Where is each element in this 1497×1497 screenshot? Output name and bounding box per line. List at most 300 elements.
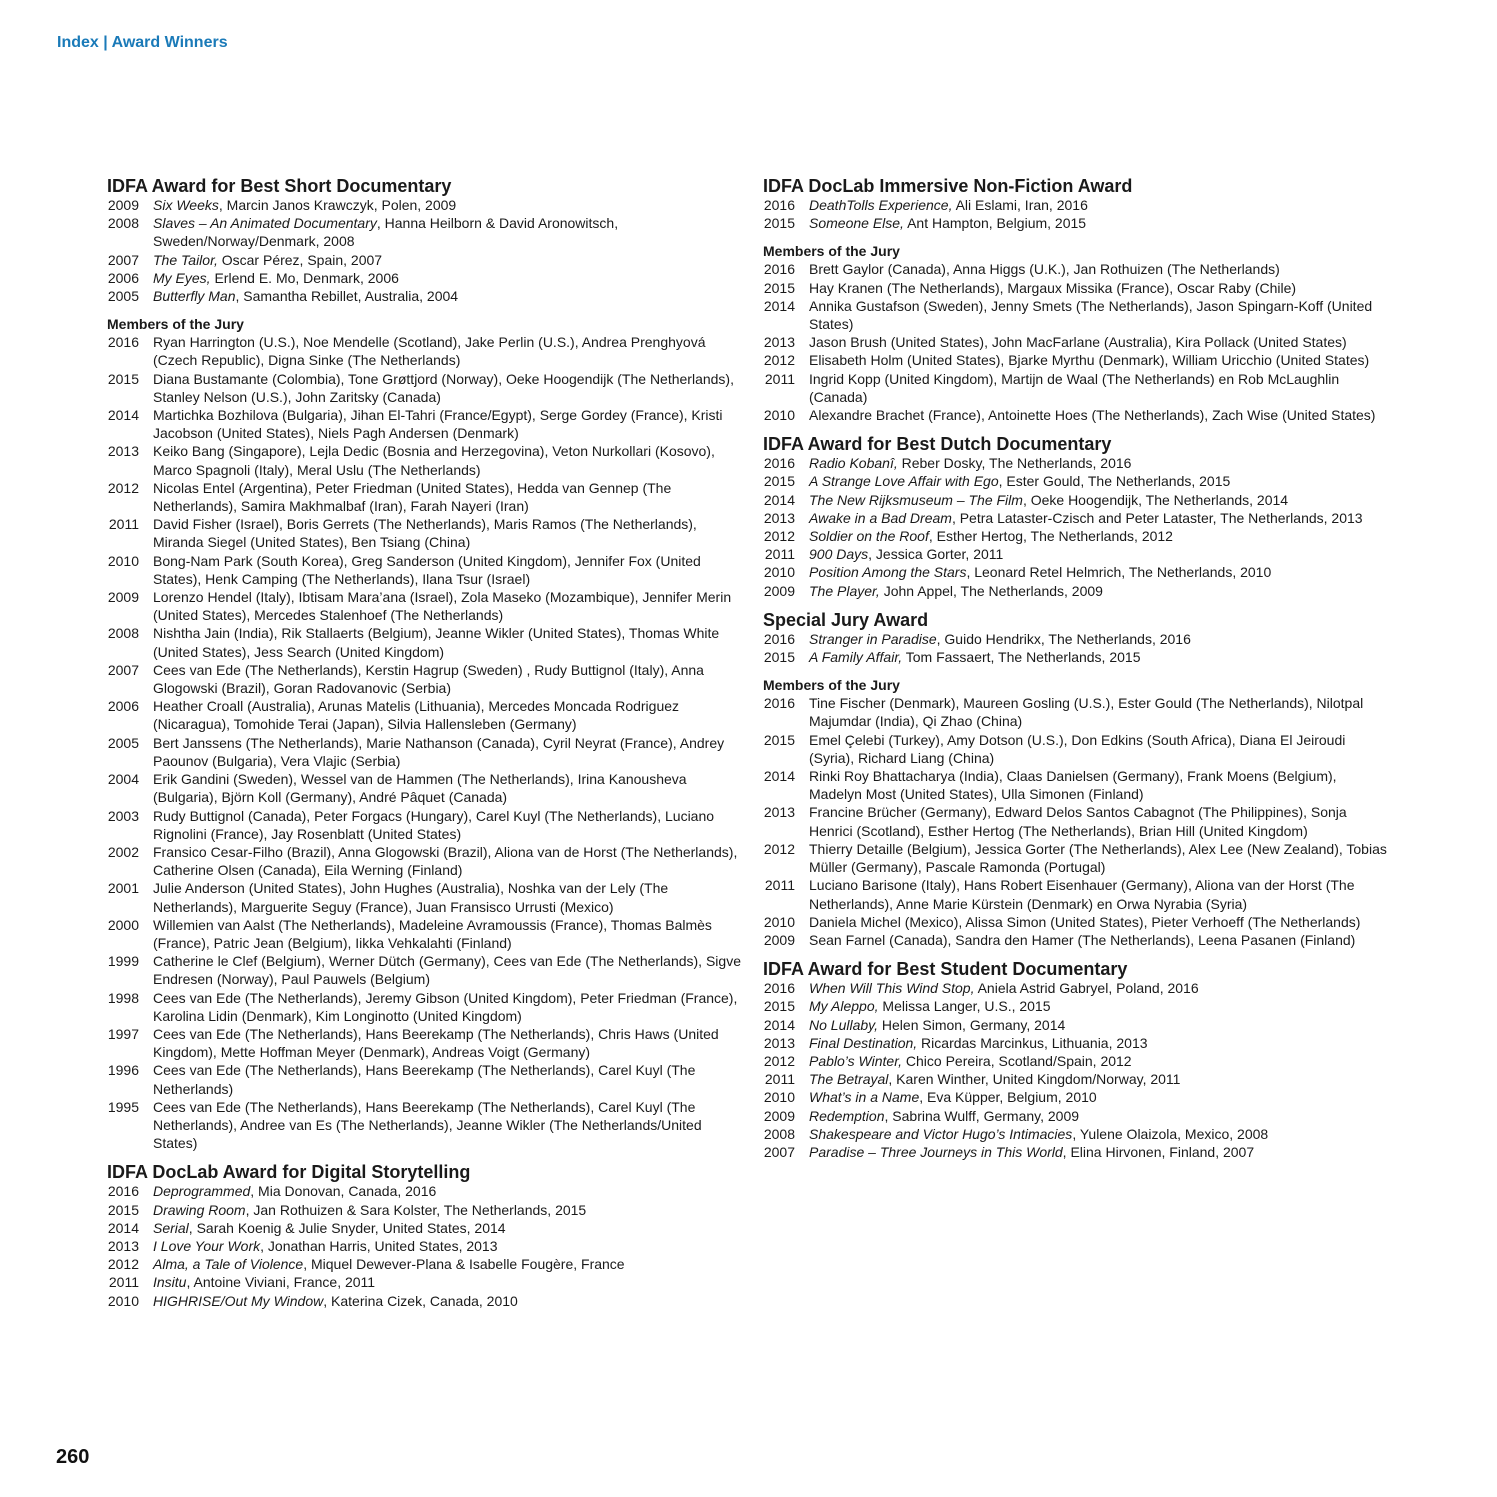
film-title: DeathTolls Experience,	[809, 197, 953, 213]
entry-details: Daniela Michel (Mexico), Alissa Simon (United States), Pieter Verhoeff (The Netherlands)	[809, 913, 1361, 930]
entry-details: , Hanna Heilborn & David Aronowitsch, Sweden/Norway/Denmark, 2008	[153, 215, 619, 250]
entry-text	[153, 515, 747, 551]
list-item	[763, 979, 1388, 997]
entry-year: 2006	[107, 698, 139, 715]
list-item	[107, 515, 747, 551]
entry-text	[153, 1237, 747, 1255]
entry-details: Bong-Nam Park (South Korea), Greg Sanderson (United Kingdom), Jennifer Fox (United States), Henk Camping (The Netherlands), Ilana Tsur (Israel)	[153, 552, 701, 587]
list-item	[107, 269, 747, 287]
entry-year: 2011	[108, 516, 139, 533]
film-title: Redemption	[809, 1107, 885, 1124]
film-title: Paradise – Three Journeys in This World	[809, 1143, 1063, 1160]
entry-details: Nishtha Jain (India), Rik Stallaerts (Belgium), Jeanne Wikler (United States), Thomas White (United States), Jess Search (United Kingdom)	[153, 625, 720, 660]
entry-text	[809, 472, 1388, 490]
film-title: Serial	[153, 1219, 189, 1236]
entry-year: 2014	[107, 1219, 139, 1236]
entry-details: Francine Brücher (Germany), Edward Delos Santos Cabagnot (The Philippines), Sonja Henrici (Scotland), Esther Hertog (The Netherlands), Brian Hill (United Kingdom)	[809, 804, 1347, 839]
entry-text	[809, 876, 1388, 912]
section-title: IDFA DocLab Award for Digital Storytelling	[107, 1162, 471, 1183]
entry-year: 2010	[763, 913, 795, 930]
entry-year: 2016	[763, 197, 795, 213]
entry-details: Oscar Pérez, Spain, 2007	[217, 251, 383, 268]
list-item	[763, 406, 1388, 424]
entry-year: 2011	[764, 546, 795, 563]
award-section	[107, 315, 747, 1152]
entry-details: David Fisher (Israel), Boris Gerrets (The Netherlands), Maris Ramos (The Netherlands), Miranda Siegel (United States), Ben Tsiang (China)	[153, 516, 697, 551]
entry-details: Cees van Ede (The Netherlands), Kerstin Hagrup (Sweden) , Rudy Buttignol (Italy), Anna Glogowski (Brazil), Goran Radovanovic (Serbia)	[153, 661, 704, 697]
entry-text	[809, 1016, 1388, 1034]
entry-text	[809, 279, 1388, 297]
entry-details: Annika Gustafson (Sweden), Jenny Smets (The Netherlands), Jason Spingarn-Koff (United States)	[809, 297, 1373, 333]
list-item	[763, 648, 1388, 666]
list-item	[763, 279, 1388, 297]
entry-details: Emel Çelebi (Turkey), Amy Dotson (U.S.), Don Edkins (South Africa), Diana El Jeiroudi (Syria), Richard Liang (China)	[809, 731, 1346, 766]
film-title: The New Rijksmuseum – The Film	[809, 491, 1023, 508]
list-item	[107, 370, 747, 406]
list-item	[107, 442, 747, 478]
entry-text	[809, 694, 1388, 730]
list-item	[763, 1088, 1388, 1106]
entry-details: , Oeke Hoogendijk, The Netherlands, 2014	[1022, 491, 1289, 508]
list-item	[107, 807, 747, 843]
entry-year: 2003	[107, 807, 139, 824]
entry-text	[153, 370, 747, 406]
entry-year: 2007	[107, 251, 139, 268]
entry-year: 2008	[763, 1125, 795, 1142]
entry-details: Fransico Cesar-Filho (Brazil), Anna Glogowski (Brazil), Aliona van de Horst (The Netherlands), Catherine Olsen (Canada), Eila Werning (Finland)	[153, 843, 738, 879]
list-item	[763, 527, 1388, 545]
list-item	[763, 563, 1388, 581]
list-item	[107, 588, 747, 624]
entry-text	[809, 509, 1388, 527]
film-title: Slaves – An Animated Documentary	[153, 215, 377, 232]
entry-text	[153, 807, 747, 843]
film-title: Drawing Room	[153, 1201, 246, 1218]
film-title: Deprogrammed	[153, 1183, 251, 1200]
entry-details: , Antoine Viviani, France, 2011	[186, 1274, 376, 1291]
entry-details: Erik Gandini (Sweden), Wessel van de Hammen (The Netherlands), Irina Kanousheva (Bulgaria), Björn Koll (Germany), André Pâquet (Canada)	[153, 771, 687, 806]
entry-text	[153, 1098, 747, 1153]
entry-details: Keiko Bang (Singapore), Lejla Dedic (Bosnia and Herzegovina), Veton Nurkollari (Kosovo), Marco Spagnoli (Italy), Meral Uslu (The Netherlands)	[153, 443, 715, 478]
entry-details: Ingrid Kopp (United Kingdom), Martijn de Waal (The Netherlands) en Rob McLaughlin (Canada)	[809, 370, 1340, 405]
entry-details: , Marcin Janos Krawczyk, Polen, 2009	[218, 197, 457, 213]
entry-year: 2009	[763, 931, 795, 948]
list-item	[107, 952, 747, 988]
list-item	[763, 260, 1388, 278]
entry-year: 2008	[107, 215, 139, 232]
list-item	[107, 697, 747, 733]
film-title: Stranger in Paradise	[809, 630, 937, 647]
entry-text	[809, 1143, 1388, 1161]
entry-year: 2012	[763, 840, 795, 857]
list-item	[763, 1034, 1388, 1052]
entry-year: 2015	[763, 473, 795, 490]
entry-year: 2014	[107, 407, 139, 424]
entry-year: 2016	[763, 630, 795, 647]
list-item	[763, 454, 1388, 472]
entry-text	[153, 214, 747, 250]
award-section	[763, 959, 1388, 1161]
entry-year: 1997	[107, 1025, 139, 1042]
entry-text	[153, 734, 747, 770]
entry-details: Nicolas Entel (Argentina), Peter Friedman (United States), Hedda van Gennep (The Netherlands), Samira Makhmalbaf (Iran), Farah Nayeri (Iran)	[153, 479, 672, 515]
entry-text	[153, 251, 747, 269]
entry-details: , Jessica Gorter, 2011	[868, 546, 1004, 563]
list-item	[763, 509, 1388, 527]
entry-text	[809, 370, 1388, 406]
list-item	[763, 333, 1388, 351]
film-title: The Player,	[809, 582, 880, 599]
right-column	[763, 176, 1388, 1171]
entry-text	[809, 214, 1388, 232]
entry-text	[809, 767, 1388, 803]
entry-text	[153, 624, 747, 660]
entry-text	[153, 989, 747, 1025]
entry-text	[809, 351, 1388, 369]
entry-details: , Eva Küpper, Belgium, 2010	[919, 1089, 1097, 1106]
film-title: No Lullaby,	[809, 1016, 879, 1033]
entry-year: 2001	[107, 880, 139, 897]
entry-year: 2015	[763, 215, 795, 232]
entry-details: , Guido Hendrikx, The Netherlands, 2016	[936, 630, 1191, 647]
entry-year: 2015	[763, 998, 795, 1015]
entry-details: Willemien van Aalst (The Netherlands), Madeleine Avramoussis (France), Thomas Balmès (France), Patric Jean (Belgium), Iikka Vehkalahti (Finland)	[153, 916, 712, 951]
entry-text	[153, 1273, 747, 1291]
film-title: What’s in a Name	[809, 1089, 920, 1106]
list-item	[107, 843, 747, 879]
list-item	[107, 624, 747, 660]
entry-text	[153, 269, 747, 287]
list-item	[763, 876, 1388, 912]
entry-details: , Ester Gould, The Netherlands, 2015	[998, 473, 1231, 490]
list-item	[107, 406, 747, 442]
list-item	[763, 370, 1388, 406]
entry-year: 2010	[107, 552, 139, 569]
entry-year: 2010	[763, 407, 795, 424]
entry-year: 2011	[764, 877, 795, 894]
film-title: Insitu	[153, 1274, 187, 1291]
section-title: IDFA DocLab Immersive Non-Fiction Award	[763, 176, 1133, 196]
entry-year: 2016	[107, 1183, 139, 1200]
entry-details: Heather Croall (Australia), Arunas Matelis (Lithuania), Mercedes Moncada Rodriguez (Nicaragua), Tomohide Terai (Japan), Silvia Hallensleben (Germany)	[153, 698, 680, 733]
entry-details: Ricardas Marcinkus, Lithuania, 2013	[917, 1034, 1148, 1051]
entry-text	[809, 1125, 1388, 1143]
entry-details: Melissa Langer, U.S., 2015	[878, 998, 1051, 1015]
entry-text	[809, 979, 1388, 997]
entry-text	[153, 843, 747, 879]
entry-text	[809, 648, 1388, 666]
entry-year: 2009	[107, 197, 139, 213]
entry-year: 2010	[763, 1089, 795, 1106]
award-section	[107, 176, 747, 305]
list-item	[107, 1292, 747, 1310]
entry-text	[809, 545, 1388, 563]
entry-year: 2008	[107, 625, 139, 642]
entry-details: Alexandre Brachet (France), Antoinette Hoes (The Netherlands), Zach Wise (United States)	[809, 407, 1376, 424]
entry-details: Julie Anderson (United States), John Hughes (Australia), Noshka van der Lely (The Netherlands), Marguerite Seguy (France), Juan Fransisco Urrusti (Mexico)	[153, 880, 669, 915]
list-item	[763, 472, 1388, 490]
entry-details: , Leonard Retel Helmrich, The Netherlands, 2010	[966, 564, 1272, 581]
list-item	[763, 931, 1388, 949]
entry-details: John Appel, The Netherlands, 2009	[879, 582, 1103, 599]
list-item	[107, 989, 747, 1025]
entry-year: 2013	[763, 1034, 795, 1051]
entry-text	[153, 1255, 747, 1273]
list-item	[763, 214, 1388, 232]
list-item	[107, 734, 747, 770]
film-title: Pablo’s Winter,	[809, 1052, 902, 1069]
entry-text	[809, 731, 1388, 767]
entry-year: 2013	[763, 509, 795, 526]
entry-text	[153, 1219, 747, 1237]
film-title: Six Weeks	[153, 197, 219, 213]
entry-details: Ant Hampton, Belgium, 2015	[903, 215, 1087, 232]
list-item	[763, 840, 1388, 876]
entry-details: , Miquel Dewever-Plana & Isabelle Fougère, France	[303, 1256, 625, 1273]
list-item	[763, 997, 1388, 1015]
film-title: My Eyes,	[153, 269, 211, 286]
list-item	[107, 1182, 747, 1200]
list-item	[763, 767, 1388, 803]
entry-details: , Karen Winther, United Kingdom/Norway, 2011	[888, 1071, 1181, 1088]
film-title: HIGHRISE/Out My Window	[153, 1292, 324, 1309]
list-item	[107, 1098, 747, 1153]
entry-details: Chico Pereira, Scotland/Spain, 2012	[902, 1052, 1132, 1069]
entry-text	[809, 1107, 1388, 1125]
list-item	[107, 879, 747, 915]
list-item	[763, 582, 1388, 600]
film-title: Final Destination,	[809, 1034, 918, 1051]
list-item	[763, 491, 1388, 509]
entry-details: Cees van Ede (The Netherlands), Hans Beerekamp (The Netherlands), Chris Haws (United Kingdom), Mette Hoffman Meyer (Denmark), Andreas Voigt (Germany)	[153, 1025, 719, 1061]
entry-details: , Sabrina Wulff, Germany, 2009	[884, 1107, 1080, 1124]
entry-year: 2013	[107, 443, 139, 460]
entry-text	[809, 630, 1388, 648]
entry-text	[809, 260, 1388, 278]
list-item	[763, 913, 1388, 931]
entry-details: Lorenzo Hendel (Italy), Ibtisam Mara’ana (Israel), Zola Maseko (Mozambique), Jennifer Merin (United States), Mercedes Stalenhoef (The Netherlands)	[153, 589, 732, 624]
list-item	[107, 251, 747, 269]
film-title: Position Among the Stars	[809, 564, 967, 581]
jury-subtitle: Members of the Jury	[763, 677, 900, 694]
section-title: IDFA Award for Best Short Documentary	[107, 176, 452, 196]
entry-text	[153, 1025, 747, 1061]
list-item	[107, 661, 747, 697]
entry-year: 2010	[107, 1292, 139, 1309]
entry-year: 1998	[107, 989, 139, 1006]
entry-text	[809, 913, 1388, 931]
entry-text	[809, 582, 1388, 600]
award-section	[763, 676, 1388, 949]
entry-details: , Samantha Rebillet, Australia, 2004	[235, 288, 459, 305]
entry-text	[809, 1034, 1388, 1052]
entry-details: Cees van Ede (The Netherlands), Jeremy Gibson (United Kingdom), Peter Friedman (France), Karolina Lidin (Denmark), Kim Longinotto (United Kingdom)	[153, 989, 738, 1024]
entry-text	[153, 442, 747, 478]
entry-text	[153, 770, 747, 806]
entry-year: 2016	[763, 695, 795, 712]
entry-year: 2011	[108, 1274, 139, 1291]
entry-text	[153, 916, 747, 952]
entry-details: Rinki Roy Bhattacharya (India), Claas Danielsen (Germany), Frank Moens (Belgium), Madelyn Most (United States), Ulla Simonen (Finland)	[809, 768, 1337, 803]
film-title: Someone Else,	[809, 215, 904, 232]
entry-text	[809, 527, 1388, 545]
entry-year: 2000	[107, 916, 139, 933]
entry-text	[153, 661, 747, 697]
entry-details: , Petra Lataster-Czisch and Peter Lataster, The Netherlands, 2013	[951, 509, 1363, 526]
entry-details: Thierry Detaille (Belgium), Jessica Gorter (The Netherlands), Alex Lee (New Zealand), Tobias Müller (Germany), Pascale Ramonda (Portugal)	[809, 840, 1387, 876]
entry-text	[809, 491, 1388, 509]
list-item	[763, 196, 1388, 214]
page-header: Index | Award Winners	[57, 34, 228, 51]
entry-year: 2004	[107, 771, 139, 788]
entry-text	[153, 287, 747, 305]
entry-year: 2015	[763, 279, 795, 296]
list-item	[107, 287, 747, 305]
left-column	[107, 176, 747, 1320]
list-item	[763, 1143, 1388, 1161]
film-title: Shakespeare and Victor Hugo’s Intimacies	[809, 1125, 1073, 1142]
entry-details: Diana Bustamante (Colombia), Tone Grøttjord (Norway), Oeke Hoogendijk (The Netherlands), Stanley Nelson (U.S.), John Zaritsky (Canada)	[153, 370, 734, 405]
jury-subtitle: Members of the Jury	[107, 316, 244, 333]
entry-details: Helen Simon, Germany, 2014	[878, 1016, 1066, 1033]
list-item	[107, 770, 747, 806]
entry-text	[153, 406, 747, 442]
film-title: When Will This Wind Stop,	[809, 980, 975, 997]
entry-year: 2015	[763, 649, 795, 666]
entry-details: Jason Brush (United States), John MacFarlane (Australia), Kira Pollack (United States)	[809, 334, 1347, 351]
entry-details: Cees van Ede (The Netherlands), Hans Beerekamp (The Netherlands), Carel Kuyl (The Netherlands), Andree van Es (The Netherlands), Jeanne Wikler (The Netherlands/United States)	[153, 1098, 702, 1152]
film-title: The Tailor,	[153, 251, 218, 268]
entry-text	[809, 840, 1388, 876]
entry-details: , Jonathan Harris, United States, 2013	[260, 1237, 498, 1254]
list-item	[107, 333, 747, 369]
list-item	[763, 351, 1388, 369]
entry-year: 2014	[763, 1016, 795, 1033]
film-title: Butterfly Man	[153, 288, 236, 305]
entry-year: 2005	[107, 288, 139, 305]
entry-text	[809, 1088, 1388, 1106]
entry-text	[153, 879, 747, 915]
entry-year: 2009	[763, 1107, 795, 1124]
entry-details: Brett Gaylor (Canada), Anna Higgs (U.K.), Jan Rothuizen (The Netherlands)	[809, 261, 1280, 278]
entry-details: Martichka Bozhilova (Bulgaria), Jihan El-Tahri (France/Egypt), Serge Gordey (France), Kristi Jacobson (United States), Niels Pagh Andersen (Denmark)	[153, 407, 723, 442]
section-title: Special Jury Award	[763, 609, 929, 630]
entry-text	[809, 931, 1388, 949]
entry-details: , Jan Rothuizen & Sara Kolster, The Netherlands, 2015	[245, 1201, 587, 1218]
entry-year: 2012	[763, 528, 795, 545]
entry-details: Bert Janssens (The Netherlands), Marie Nathanson (Canada), Cyril Neyrat (France), Andrey Paounov (Bulgaria), Vera Vlajic (Serbia)	[153, 734, 725, 769]
entry-details: Luciano Barisone (Italy), Hans Robert Eisenhauer (Germany), Aliona van der Horst (The Netherlands), Anne Marie Kürstein (Denmark) en Orwa Nyrabia (Syria)	[809, 877, 1355, 912]
list-item	[107, 552, 747, 588]
entry-year: 2006	[107, 269, 139, 286]
entry-text	[809, 997, 1388, 1015]
entry-details: Ryan Harrington (U.S.), Noe Mendelle (Scotland), Jake Perlin (U.S.), Andrea Prenghyová (Czech Republic), Digna Sinke (The Netherlands)	[153, 334, 706, 369]
award-section	[763, 242, 1388, 424]
list-item	[763, 1052, 1388, 1070]
list-item	[107, 196, 747, 214]
entry-year: 1996	[107, 1062, 139, 1079]
list-item	[107, 1237, 747, 1255]
entry-text	[153, 952, 747, 988]
entry-year: 2014	[763, 297, 795, 314]
list-item	[107, 479, 747, 515]
film-title: A Family Affair,	[809, 649, 903, 666]
entry-year: 2014	[763, 768, 795, 785]
list-item	[763, 1016, 1388, 1034]
entry-year: 2013	[763, 804, 795, 821]
entry-text	[153, 196, 747, 214]
entry-year: 2013	[763, 334, 795, 351]
entry-details: , Katerina Cizek, Canada, 2010	[323, 1292, 518, 1309]
award-section	[763, 610, 1388, 666]
entry-details: Aniela Astrid Gabryel, Poland, 2016	[974, 980, 1199, 997]
list-item	[763, 545, 1388, 563]
list-item	[107, 1255, 747, 1273]
list-item	[107, 1219, 747, 1237]
entry-details: , Elina Hirvonen, Finland, 2007	[1062, 1143, 1255, 1160]
entry-text	[153, 552, 747, 588]
entry-text	[809, 297, 1388, 333]
entry-year: 2016	[763, 980, 795, 997]
list-item	[763, 1125, 1388, 1143]
list-item	[107, 1201, 747, 1219]
entry-details: Ali Eslami, Iran, 2016	[952, 197, 1088, 213]
entry-text	[809, 803, 1388, 839]
award-section	[763, 434, 1388, 600]
entry-details: Cees van Ede (The Netherlands), Hans Beerekamp (The Netherlands), Carel Kuyl (The Netherlands)	[153, 1062, 696, 1097]
list-item	[107, 1025, 747, 1061]
film-title: I Love Your Work	[153, 1237, 261, 1254]
entry-details: , Mia Donovan, Canada, 2016	[250, 1183, 437, 1200]
entry-details: Erlend E. Mo, Denmark, 2006	[210, 269, 399, 286]
film-title: Radio Kobanî,	[809, 455, 898, 472]
entry-year: 2009	[763, 582, 795, 599]
jury-subtitle: Members of the Jury	[763, 243, 900, 260]
entry-text	[153, 1292, 747, 1310]
entry-text	[809, 406, 1388, 424]
film-title: A Strange Love Affair with Ego	[809, 473, 999, 490]
entry-year: 2016	[763, 455, 795, 472]
section-title: IDFA Award for Best Dutch Documentary	[763, 434, 1112, 455]
entry-details: Sean Farnel (Canada), Sandra den Hamer (The Netherlands), Leena Pasanen (Finland)	[809, 931, 1356, 948]
list-item	[107, 214, 747, 250]
entry-year: 2002	[107, 843, 139, 860]
entry-details: , Yulene Olaizola, Mexico, 2008	[1072, 1125, 1269, 1142]
entry-year: 2015	[107, 370, 139, 387]
entry-year: 2014	[763, 491, 795, 508]
entry-text	[153, 588, 747, 624]
entry-year: 2009	[107, 589, 139, 606]
film-title: Awake in a Bad Dream	[809, 509, 952, 526]
film-title: My Aleppo,	[809, 998, 879, 1015]
entry-text	[153, 479, 747, 515]
entry-year: 2012	[107, 479, 139, 496]
entry-year: 2010	[763, 564, 795, 581]
entry-year: 2012	[763, 352, 795, 369]
list-item	[107, 1061, 747, 1097]
entry-year: 2007	[107, 661, 139, 678]
entry-text	[809, 196, 1388, 214]
entry-year: 2012	[763, 1052, 795, 1069]
film-title: The Betrayal	[809, 1071, 889, 1088]
entry-year: 1999	[107, 953, 139, 970]
entry-text	[809, 1052, 1388, 1070]
entry-text	[153, 1182, 747, 1200]
entry-text	[809, 333, 1388, 351]
list-item	[763, 1107, 1388, 1125]
list-item	[763, 731, 1388, 767]
film-title: Alma, a Tale of Violence	[153, 1256, 304, 1273]
